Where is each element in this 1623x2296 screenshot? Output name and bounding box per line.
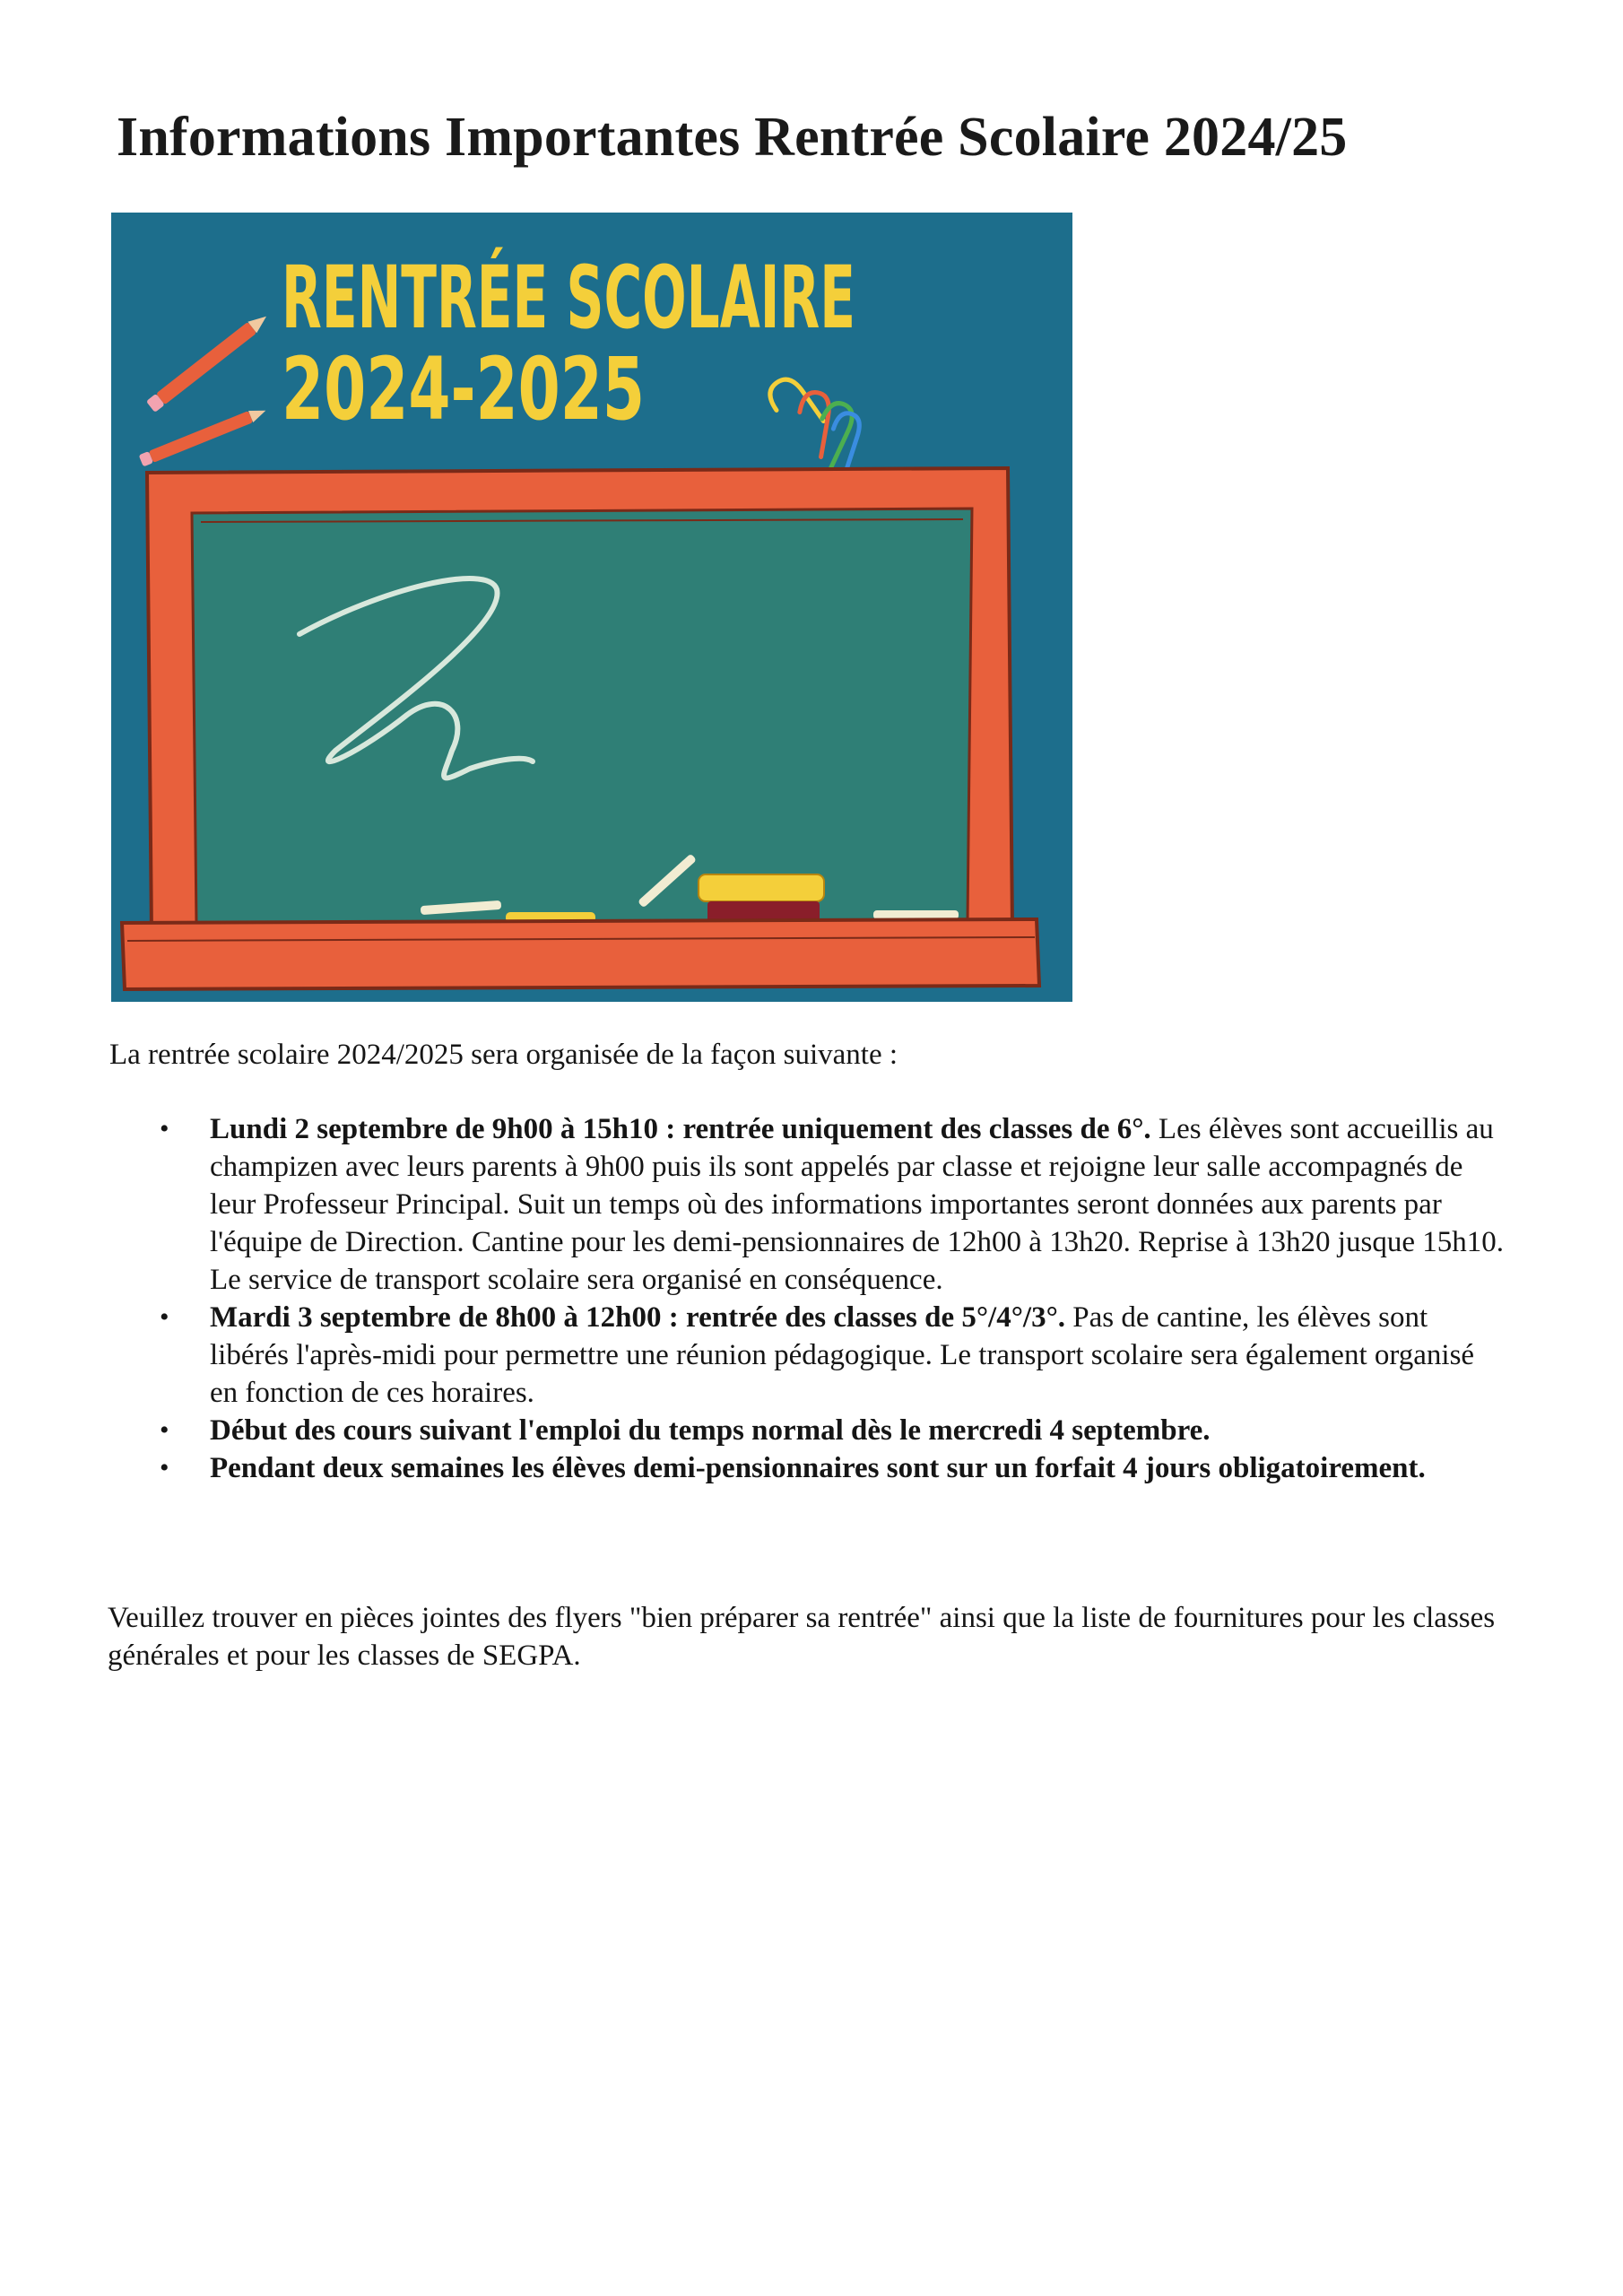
page-title: Informations Importantes Rentrée Scolaire 2024/25 <box>117 107 1348 168</box>
list-item <box>109 1299 1508 1412</box>
eraser-icon <box>699 874 824 923</box>
banner-heading-line2: 2024-2025 <box>282 339 645 439</box>
list-item-text: Les élèves sont accueillis au champizen avec leurs parents à 9h00 puis ils sont appelés par classe et rejoigne leur salle accompagnés de leur Professeur Principal. Suit un temps où des informations importantes seront données aux parents par l'équipe de Direction. Cantine pour les demi-pensionnaires de 12h00 à 13h20. Reprise à 13h20 jusque 15h10. Le service de transport scolaire sera organisé en conséquence. <box>210 1113 1504 1296</box>
bullet-icon: • <box>160 1415 169 1445</box>
bullet-icon: • <box>160 1453 169 1483</box>
list-item <box>109 1412 1508 1449</box>
bullet-icon: • <box>160 1114 169 1144</box>
bullet-icon: • <box>160 1302 169 1332</box>
list-item-bold: Lundi 2 septembre de 9h00 à 15h10 : rentrée uniquement des classes de 6°. <box>210 1113 1151 1145</box>
list-item-bold: Début des cours suivant l'emploi du temps normal dès le mercredi 4 septembre. <box>210 1414 1211 1447</box>
list-item <box>109 1449 1508 1487</box>
list-item <box>109 1110 1508 1299</box>
list-item-bold: Pendant deux semaines les élèves demi-pensionnaires sont sur un forfait 4 jours obligatoirement. <box>210 1452 1426 1484</box>
back-to-school-banner <box>111 213 1228 1002</box>
chalkboard <box>147 468 1012 935</box>
chalk-ledge <box>122 919 1039 989</box>
list-item-bold: Mardi 3 septembre de 8h00 à 12h00 : rentrée des classes de 5°/4°/3°. <box>210 1301 1066 1334</box>
schedule-list <box>109 1110 1508 1487</box>
banner-heading-line1: RENTRÉE SCOLAIRE <box>282 248 1228 348</box>
list-item-text: Pas de cantine, les élèves sont libérés l'après-midi pour permettre une réunion pédagogique. Le transport scolaire sera également organisé en fonction de ces horaires. <box>210 1301 1475 1409</box>
closing-text: Veuillez trouver en pièces jointes des flyers "bien préparer sa rentrée" ainsi que la liste de fournitures pour les classes générales et pour les classes de SEGPA. <box>108 1602 1496 1672</box>
intro-text: La rentrée scolaire 2024/2025 sera organisée de la façon suivante : <box>109 1039 898 1071</box>
